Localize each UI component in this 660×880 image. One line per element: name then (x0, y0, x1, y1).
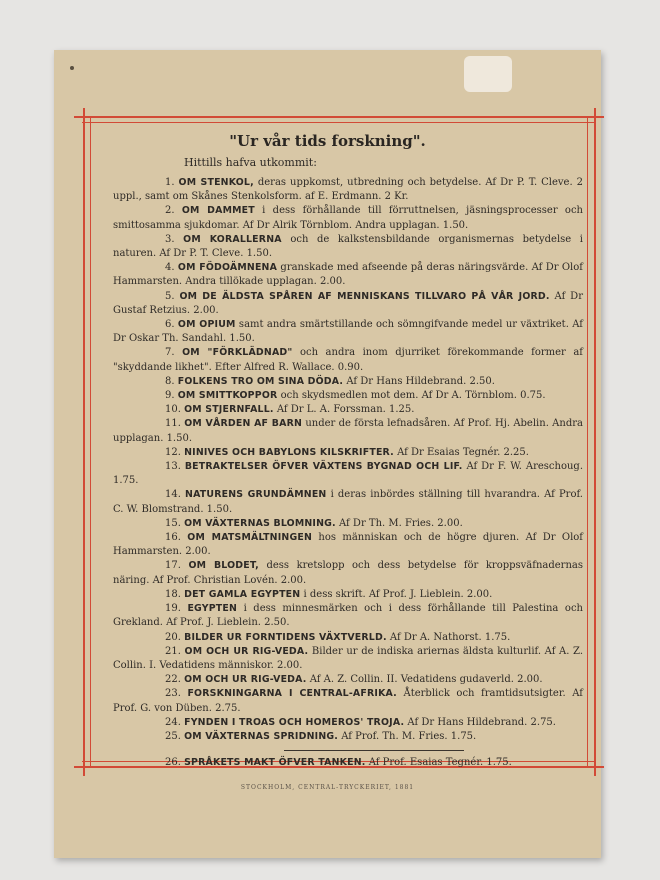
entry-number: 26. (165, 757, 181, 769)
entry-title: NATURENS GRUNDÄMNEN (185, 489, 327, 501)
entry-number: 14. (165, 489, 181, 501)
intro-line: Hittills hafva utkommit: (184, 156, 317, 169)
entry-details: i dess förhållande till förruttnelsen, jäsningsprocesser och smittosamma sjukdomar. Af Dr Alrik Törnblom. Andra upplagan. 1.50. (113, 205, 583, 231)
entry-title: OM SMITTKOPPOR (177, 390, 278, 402)
entry-title: OM MATSMÄLTNINGEN (187, 532, 312, 544)
list-item (113, 389, 583, 403)
entry-number: 17. (165, 560, 181, 572)
list-item (113, 375, 583, 389)
entry-details: i dess skrift. Af Prof. J. Lieblein. 2.00. (300, 588, 493, 600)
list-item (113, 716, 583, 730)
list-item (113, 730, 583, 744)
entry-number: 4. (165, 262, 175, 274)
entry-number: 9. (165, 390, 175, 402)
entry-number: 7. (165, 347, 175, 359)
entry-title: OM OPIUM (177, 319, 236, 331)
pin-hole (70, 66, 74, 70)
printer-imprint: STOCKHOLM, CENTRAL-TRYCKERIET, 1881 (240, 784, 415, 791)
entry-title: DET GAMLA EGYPTEN (184, 588, 301, 600)
entry-number: 18. (165, 588, 181, 600)
entry-details: i dess minnesmärken och i dess förhållande till Palestina och Grekland. Af Prof. J. Lieblein. 2.50. (113, 603, 583, 629)
entry-details: och skydsmedlen mot dem. Af Dr A. Törnblom. 0.75. (277, 390, 546, 402)
entry-title: SPRÅKETS MAKT ÖFVER TANKEN. (184, 757, 366, 769)
entry-number: 12. (165, 446, 181, 458)
entry-details: dess kretslopp och dess betydelse för kroppsväfnadernas näring. Af Prof. Christian Lovén. 2.00. (113, 560, 583, 586)
entry-title: OM DAMMET (181, 205, 255, 217)
entry-title: OM STENKOL, (178, 177, 254, 188)
entry-details: Af Dr A. Nathorst. 1.75. (386, 631, 511, 643)
entry-number: 6. (165, 319, 175, 331)
border-top-outer (74, 116, 604, 118)
entry-details: Af A. Z. Collin. II. Vedatidens gudaverld. 2.00. (306, 674, 543, 686)
list-item (113, 446, 583, 460)
list-item-last (113, 756, 583, 770)
list-item (113, 531, 583, 559)
entry-number: 5. (165, 290, 175, 302)
entry-number: 13. (165, 461, 181, 473)
entry-details: och andra inom djurriket förekommande former af "skyddande likhet". Efter Alfred R. Wallace. 0.90. (113, 347, 583, 373)
entry-number: 8. (165, 375, 175, 387)
entry-title: FORSKNINGARNA I CENTRAL-AFRIKA. (187, 688, 397, 700)
list-item (113, 602, 583, 630)
border-left-outer (83, 108, 85, 776)
series-title: "Ur vår tids forskning". (229, 132, 426, 150)
border-right-inner (587, 116, 588, 768)
list-item (113, 204, 583, 232)
entry-details: Af Dr L. A. Forssman. 1.25. (273, 404, 415, 416)
list-item (113, 176, 583, 204)
list-item (113, 645, 583, 673)
list-item (113, 290, 583, 318)
entry-number: 23. (165, 688, 181, 700)
list-item (113, 687, 583, 715)
entry-title: BILDER UR FORNTIDENS VÄXTVERLD. (184, 631, 387, 643)
entry-details: Återblick och framtidsutsigter. Af Prof. G. von Düben. 2.75. (113, 688, 583, 714)
entry-number: 3. (165, 233, 175, 245)
entry-details: Af Dr Th. M. Fries. 2.00. (335, 517, 463, 529)
entry-details: Af Dr Gustaf Retzius. 2.00. (113, 290, 583, 316)
entry-number: 1. (165, 177, 175, 188)
entry-details: under de första lefnadsåren. Af Prof. Hj. Abelin. Andra upplagan. 1.50. (113, 418, 583, 444)
entry-number: 10. (165, 404, 181, 416)
entry-title: OM OCH UR RIG-VEDA. (184, 645, 309, 657)
list-item (113, 559, 583, 587)
entry-title: OM KORALLERNA (183, 233, 282, 245)
list-item (113, 403, 583, 417)
entry-details: granskade med afseende på deras näringsvärde. Af Dr Olof Hammarsten. Andra tillökade upplagan. 2.00. (113, 262, 583, 288)
entry-title: OM FÖDOÄMNENA (177, 262, 278, 274)
entry-number: 19. (165, 603, 181, 615)
border-top-inner (82, 122, 596, 123)
entry-title: OM "FÖRKLÄDNAD" (182, 347, 293, 359)
entry-title: OM DE ÄLDSTA SPÅREN AF MENNISKANS TILLVARO PÅ VÅR JORD. (179, 290, 550, 302)
entry-details: Af Prof. Th. M. Fries. 1.75. (338, 730, 477, 742)
border-right-outer (594, 108, 596, 776)
entry-number: 11. (165, 418, 181, 430)
entry-title: OM VÄXTERNAS BLOMNING. (184, 517, 336, 529)
divider-rule (284, 750, 464, 751)
paper-stain (464, 56, 512, 92)
entry-number: 20. (165, 631, 181, 643)
entry-details: Af Dr Hans Hildebrand. 2.50. (343, 375, 495, 387)
list-item (113, 517, 583, 531)
list-item (113, 460, 583, 488)
entry-details: i deras inbördes ställning till hvarandra. Af Prof. C. W. Blomstrand. 1.50. (113, 489, 583, 515)
list-item (113, 588, 583, 602)
entry-number: 21. (165, 645, 181, 657)
list-item (113, 417, 583, 445)
entry-title: OM OCH UR RIG-VEDA. (184, 674, 307, 686)
publication-list (113, 176, 584, 770)
entry-title: OM VÄXTERNAS SPRIDNING. (184, 730, 339, 742)
entry-number: 2. (165, 205, 175, 217)
list-item (113, 318, 583, 346)
entry-title: OM STJERNFALL. (184, 404, 274, 416)
list-item (113, 346, 583, 374)
entry-list (113, 176, 584, 744)
entry-details: Bilder ur de indiska ariernas äldsta kulturlif. Af A. Z. Collin. I. Vedatidens människor. 2.00. (113, 645, 583, 671)
entry-details: hos människan och de högre djuren. Af Dr Olof Hammarsten. 2.00. (113, 532, 583, 558)
border-left-inner (90, 116, 91, 768)
entry-number: 22. (165, 674, 181, 686)
list-item (113, 673, 583, 687)
book-back-cover (54, 50, 601, 858)
entry-details: Af Dr F. W. Areschoug. 1.75. (113, 461, 584, 487)
entry-number: 24. (165, 716, 181, 728)
list-item (113, 631, 583, 645)
entry-title: FYNDEN I TROAS OCH HOMEROS' TROJA. (184, 716, 405, 728)
entry-number: 16. (165, 532, 181, 544)
entry-details: Af Dr Hans Hildebrand. 2.75. (404, 716, 556, 728)
entry-details: Af Prof. Esaias Tegnér. 1.75. (365, 757, 512, 769)
entry-title: NINIVES OCH BABYLONS KILSKRIFTER. (184, 446, 394, 458)
entry-details: och de kalkstensbildande organismernas betydelse i naturen. Af Dr P. T. Cleve. 1.50. (113, 233, 583, 260)
entry-title: FOLKENS TRO OM SINA DÖDA. (177, 375, 344, 387)
entry-details: deras uppkomst, utbredning och betydelse. Af Dr P. T. Cleve. 2 uppl., samt om Skånes Stenkolsform. af E. Erdmann. 2 Kr. (113, 177, 583, 203)
list-item (113, 233, 583, 261)
entry-title: OM VÅRDEN AF BARN (184, 418, 303, 430)
list-item (113, 261, 583, 289)
entry-details: Af Dr Esaias Tegnér. 2.25. (393, 446, 529, 458)
entry-details: samt andra smärtstillande och sömngifvande medel ur växtriket. Af Dr Oskar Th. Sandahl. 1.50. (113, 319, 583, 345)
entry-title: EGYPTEN (187, 603, 238, 615)
entry-title: OM BLODET, (188, 560, 259, 572)
entry-number: 25. (165, 730, 181, 742)
list-item (113, 488, 583, 516)
entry-number: 15. (165, 517, 181, 529)
entry-title: BETRAKTELSER ÖFVER VÄXTENS BYGNAD OCH LIF. (184, 461, 463, 473)
